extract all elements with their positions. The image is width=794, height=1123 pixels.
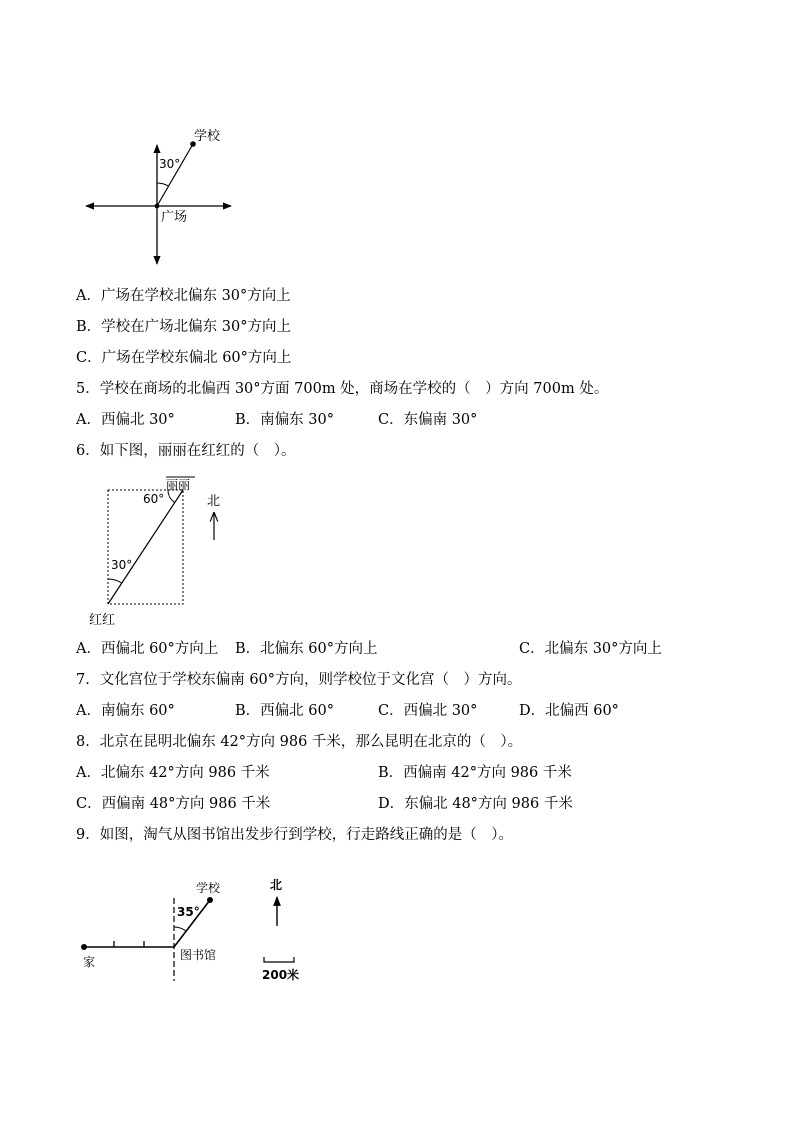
q8-option-d[interactable]: D．东偏北 48°方向 986 千米 [378,796,573,812]
q5-option-a[interactable]: A．西偏北 30° [76,412,175,428]
label-square: 广场 [161,210,188,225]
q6-option-c[interactable]: C．北偏东 30°方向上 [519,641,662,657]
label-school: 学校 [196,881,221,895]
q4-option-a[interactable]: A．广场在学校北偏东 30°方向上 [76,288,291,304]
label-angle-60: 60° [143,492,165,506]
figure-library-route [0,0,320,990]
q5-option-c[interactable]: C．东偏南 30° [378,412,478,428]
q6-stem: 6．如下图，丽丽在红红的（ ）。 [76,443,296,459]
q8-stem: 8．北京在昆明北偏东 42°方向 986 千米，那么昆明在北京的（ ）。 [76,734,523,750]
q9-stem: 9．如图，淘气从图书馆出发步行到学校，行走路线正确的是（ ）。 [76,827,513,843]
q6-option-b[interactable]: B．北偏东 60°方向上 [235,641,378,657]
angle-arc [174,927,186,931]
q7-option-c[interactable]: C．西偏北 30° [378,703,478,719]
label-north: 北 [207,494,221,509]
scale-bar [264,957,294,962]
q4-option-c[interactable]: C．广场在学校东偏北 60°方向上 [76,350,292,366]
q7-stem: 7．文化宫位于学校东偏南 60°方向，则学校位于文化宫（ ）方向。 [76,672,522,688]
q4-option-b[interactable]: B．学校在广场北偏东 30°方向上 [76,319,291,335]
label-angle-35: 35° [177,905,200,919]
q5-stem: 5．学校在商场的北偏西 30°方面 700m 处，商场在学校的（ ）方向 700m 处。 [76,381,609,397]
label-home: 家 [83,955,96,969]
q7-option-b[interactable]: B．西偏北 60° [235,703,334,719]
q8-option-b[interactable]: B．西偏南 42°方向 986 千米 [378,765,572,781]
label-school: 学校 [194,129,221,144]
q7-option-d[interactable]: D．北偏西 60° [519,703,619,719]
label-angle-30: 30° [111,558,133,572]
q7-option-a[interactable]: A．南偏东 60° [76,703,175,719]
label-library: 图书馆 [180,948,217,962]
label-scale: 200米 [262,968,300,982]
q8-option-c[interactable]: C．西偏南 48°方向 986 千米 [76,796,271,812]
q6-option-a[interactable]: A．西偏北 60°方向上 [76,641,219,657]
label-angle-30: 30° [159,157,181,171]
label-honghong: 红红 [89,613,116,628]
home-point [81,944,87,950]
label-north: 北 [270,878,283,892]
q5-option-b[interactable]: B．南偏东 30° [235,412,334,428]
school-point [207,897,213,903]
label-lili: 丽丽 [166,478,191,492]
q8-option-a[interactable]: A．北偏东 42°方向 986 千米 [76,765,270,781]
